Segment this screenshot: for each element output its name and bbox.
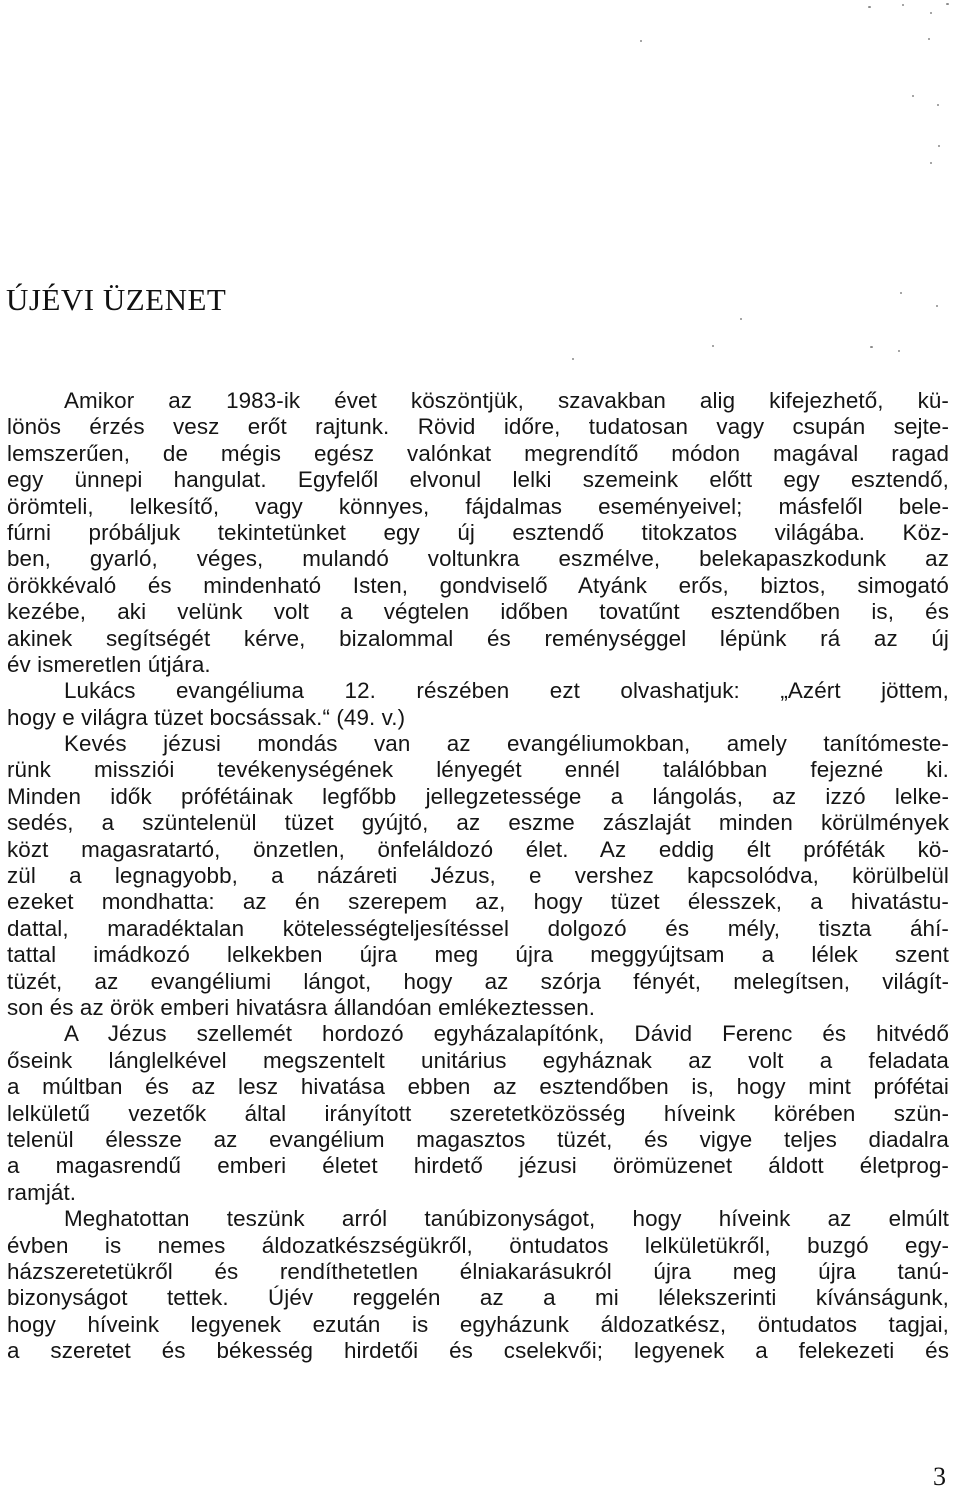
text-line: rünk missziói tevékenységének lényegét ennél találóbban fejezné ki. [7,757,949,783]
text-line: Meghatottan teszünk arról tanúbizonyságot, hogy híveink az elmúlt [64,1206,949,1232]
text-line: közt magasratartó, önzetlen, önfeláldozó élet. Az eddig élt próféták kö- [7,836,949,862]
text-line: a szeretet és békesség hirdetői és cselekvői; legyenek a felekezeti és [7,1338,949,1364]
text-line: ramját. [7,1179,77,1205]
page-number: 3 [933,1462,946,1491]
text-line: son és az örök emberi hivatásra állandóan emlékeztessen. [7,994,596,1020]
text-line: év ismeretlen útjára. [7,651,211,677]
text-line: Kevés jézusi mondás van az evangéliumokban, amely tanítómeste- [64,731,949,757]
text-line: a magasrendű emberi életet hirdető jézusi örömüzenet áldott életprog- [7,1153,949,1179]
page-title: ÚJÉVI ÜZENET [6,282,227,317]
text-line: sedés, a szüntelenül tüzet gyújtó, az eszme zászlaját minden körülmények [7,810,949,836]
text-line: Lukács evangéliuma 12. részében ezt olvashatjuk: „Azért jöttem, [64,678,949,704]
text-line: kezébe, aki velünk volt a végtelen időben tovatűnt esztendőben is, és [7,599,949,625]
text-line: örökkévaló és mindenható Isten, gondviselő Atyánk erős, biztos, simogató [7,572,949,598]
text-line: egy ünnepi hangulat. Egyfelől elvonul lelki szemeink előtt egy esztendő, [7,467,949,493]
text-line: akinek segítségét kérve, bizalommal és reménységgel lépünk rá az új [7,625,949,651]
text-line: házszeretetükről és rendíthetetlen élniakarásukról újra meg újra tanú- [7,1258,949,1284]
text-line: őseink lánglelkével megszentelt unitárius egyháznak az volt a feladata [7,1047,949,1073]
text-line: ben, gyarló, véges, mulandó voltunkra eszmélve, belekapaszkodunk az [7,546,949,572]
text-line: ezeket mondhatta: az én szerepem az, hogy tüzet élesszek, a hivatástu- [7,889,949,915]
text-line: örömteli, lelkesítő, vagy könnyes, fájdalmas eseményeivel; másfelől bele- [7,493,949,519]
text-line: lelkületű vezetők által irányított szeretetközösség híveink körében szün- [7,1100,949,1126]
text-line: a múltban és az lesz hivatása ebben az esztendőben is, hogy mint prófétai [7,1074,949,1100]
text-line: lönös érzés vesz erőt rajtunk. Rövid időre, tudatosan vagy csupán sejte- [7,414,949,440]
text-line: évben is nemes áldozatkészségükről, öntudatos lelkületükről, buzgó egy- [7,1232,949,1258]
body-text [7,388,949,1364]
text-line: telenül élessze az evangélium magasztos tüzét, és vigye teljes diadalra [7,1126,949,1152]
text-line: tattal imádkozó lelkekben újra meg újra meggyújtsam a lélek szent [7,942,949,968]
text-line: tüzét, az evangéliumi lángot, hogy az szórja fényét, melegítsen, világít- [7,968,949,994]
text-line: Minden idők prófétáinak legfőbb jellegzetessége a lángolás, az izzó lelke- [7,783,949,809]
text-line: A Jézus szellemét hordozó egyházalapítónk, Dávid Ferenc és hitvédő [64,1021,949,1047]
text-line: zül a legnagyobb, a názáreti Jézus, e vershez kapcsolódva, körülbelül [7,863,949,889]
text-line: hogy híveink legyenek ezután is egyházunk áldozatkész, öntudatos tagjai, [7,1311,949,1337]
text-line: dattal, maradéktalan kötelességteljesítéssel dolgozó és mély, tiszta áhí- [7,915,949,941]
text-line: fúrni próbáljuk tekintetünket egy új esztendő titokzatos világába. Köz- [7,519,949,545]
text-line: Amikor az 1983-ik évet köszöntjük, szavakban alig kifejezhető, kü- [64,388,949,413]
text-line: lemszerűen, de mégis egész valónkat megrendítő módon magával ragad [7,440,949,466]
text-line: hogy e világra tüzet bocsássak.“ (49. v.) [7,704,406,730]
text-line: bizonyságot tettek. Újév reggelén az a mi lélekszerinti kívánságunk, [7,1285,949,1311]
